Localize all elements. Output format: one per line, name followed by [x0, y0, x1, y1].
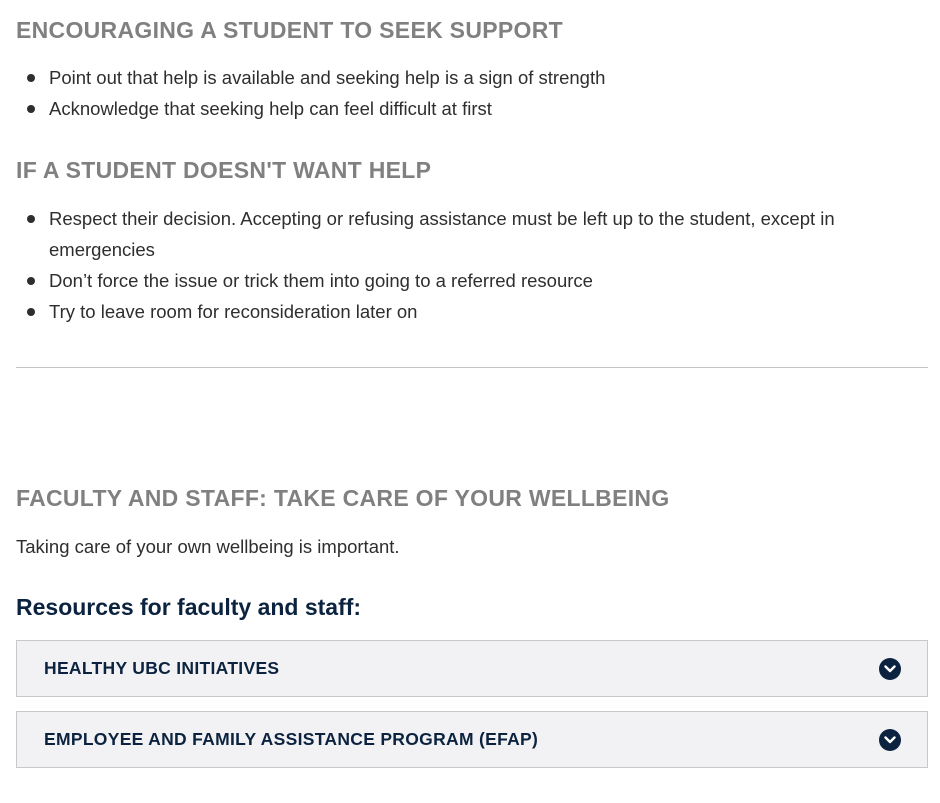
list-item-text: Respect their decision. Accepting or refusing assistance must be left up to the student, except in emergencies	[49, 208, 835, 260]
accordion-efap[interactable]	[16, 711, 928, 768]
bullet-icon	[27, 105, 35, 113]
chevron-down-circle-icon[interactable]	[879, 729, 901, 751]
list-item	[16, 265, 916, 296]
resources-title: Resources for faculty and staff:	[16, 594, 362, 620]
support-list	[16, 62, 605, 124]
bullet-icon	[27, 308, 35, 316]
list-item	[16, 62, 605, 93]
wellbeing-intro: Taking care of your own wellbeing is important.	[16, 536, 400, 557]
support-section-title: ENCOURAGING A STUDENT TO SEEK SUPPORT	[16, 17, 563, 43]
list-item-text: Acknowledge that seeking help can feel difficult at first	[49, 98, 492, 119]
list-item	[16, 296, 916, 327]
bullet-icon	[27, 215, 35, 223]
list-item-text: Try to leave room for reconsideration later on	[49, 301, 418, 322]
section-divider	[16, 367, 928, 368]
no-help-section-title: IF A STUDENT DOESN'T WANT HELP	[16, 157, 432, 183]
no-help-list	[16, 203, 928, 327]
chevron-down-circle-icon[interactable]	[879, 658, 901, 680]
accordion-healthy-ubc[interactable]	[16, 640, 928, 697]
list-item	[16, 93, 605, 124]
list-item	[16, 203, 916, 265]
bullet-icon	[27, 74, 35, 82]
list-item-text: Point out that help is available and seeking help is a sign of strength	[49, 67, 606, 88]
list-item-text: Don’t force the issue or trick them into going to a referred resource	[49, 270, 593, 291]
wellbeing-section-title: FACULTY AND STAFF: TAKE CARE OF YOUR WELLBEING	[16, 485, 670, 511]
accordion-label: HEALTHY UBC INITIATIVES	[44, 658, 280, 678]
bullet-icon	[27, 277, 35, 285]
accordion-label: EMPLOYEE AND FAMILY ASSISTANCE PROGRAM (EFAP)	[44, 729, 539, 749]
